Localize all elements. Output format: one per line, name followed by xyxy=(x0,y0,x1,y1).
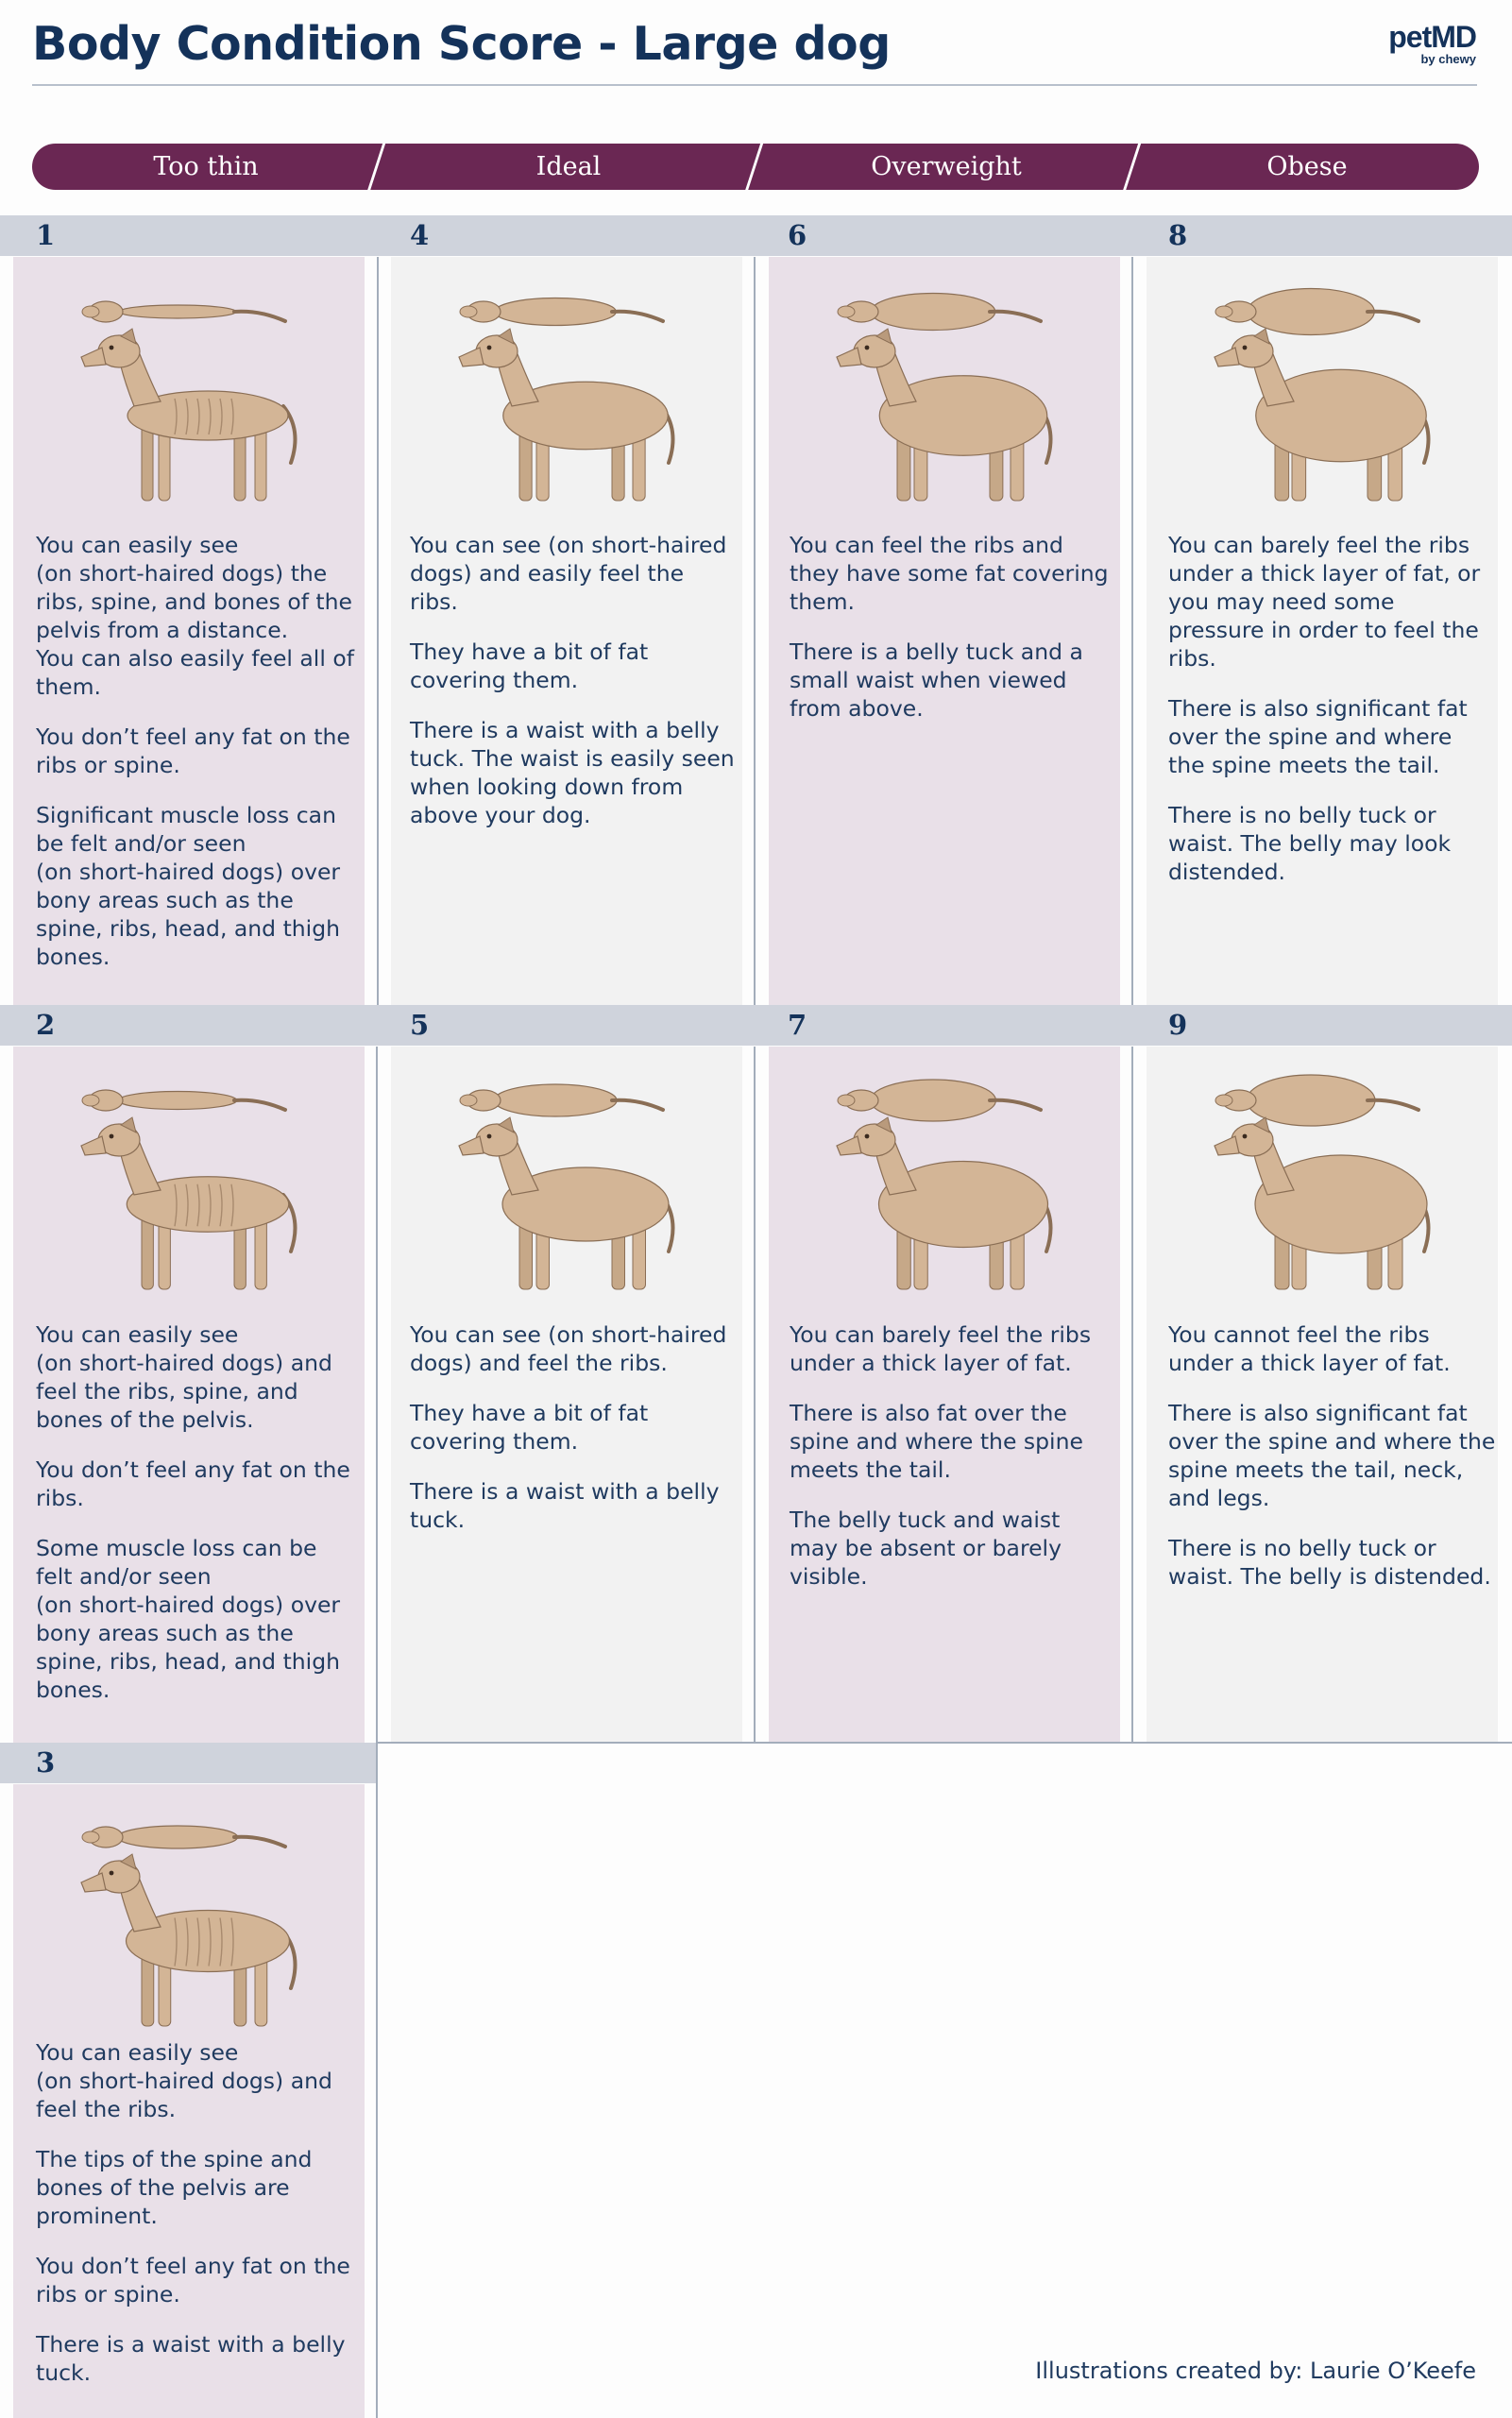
row-header-strip xyxy=(0,1005,1512,1046)
dog-side-view xyxy=(837,329,1051,501)
score-description xyxy=(790,531,1113,744)
dog-side-view xyxy=(81,329,296,501)
score-number: 4 xyxy=(410,219,430,251)
score-description xyxy=(36,2038,357,2409)
dog-illustration xyxy=(1199,274,1454,510)
dog-side-view xyxy=(81,1854,296,2026)
column-divider xyxy=(377,257,379,1005)
dog-side-view xyxy=(1215,1117,1429,1289)
score-description xyxy=(36,1320,357,1726)
illustration-credit: Illustrations created by: Laurie O’Keefe xyxy=(1035,2358,1476,2384)
score-number: 7 xyxy=(788,1009,807,1041)
score-number: 8 xyxy=(1168,219,1188,251)
description-paragraph: You can see (on short-haired dogs) and easily feel the ribs. xyxy=(410,532,727,615)
category-obese: Obese xyxy=(1266,152,1348,181)
score-description xyxy=(1168,531,1494,908)
dog-illustration xyxy=(66,274,321,510)
score-description xyxy=(410,1320,736,1556)
description-paragraph: You don’t feel any fat on the ribs or spine. xyxy=(36,724,350,778)
description-paragraph: There is a waist with a belly tuck. xyxy=(410,1478,720,1533)
column-divider xyxy=(1131,257,1133,1005)
score-number: 5 xyxy=(410,1009,430,1041)
description-paragraph: They have a bit of fat covering them. xyxy=(410,1400,649,1455)
description-paragraph: You don’t feel any fat on the ribs. xyxy=(36,1456,350,1511)
description-paragraph: You can barely feel the ribs under a thick layer of fat. xyxy=(790,1321,1092,1376)
description-paragraph: You cannot feel the ribs under a thick layer of fat. xyxy=(1168,1321,1451,1376)
column-divider xyxy=(754,257,756,1005)
petmd-logo xyxy=(1388,21,1476,66)
score-number: 2 xyxy=(36,1009,56,1041)
dog-top-view xyxy=(82,1090,285,1111)
brand-byline: by chewy xyxy=(1420,52,1476,66)
description-paragraph: They have a bit of fat covering them. xyxy=(410,639,649,693)
dog-illustration xyxy=(1199,1063,1454,1299)
description-paragraph: You can barely feel the ribs under a thick layer of fat, or you may need some pressure in order to feel the ribs. xyxy=(1168,532,1481,672)
description-paragraph: You can easily see (on short-haired dogs) and feel the ribs, spine, and bones of the pelvis. xyxy=(36,1321,332,1433)
row-header-strip xyxy=(0,1743,377,1783)
dog-side-view xyxy=(1215,329,1429,501)
description-paragraph: There is also significant fat over the spine and where the spine meets the tail, neck, and legs. xyxy=(1168,1400,1496,1511)
description-paragraph: Some muscle loss can be felt and/or seen (on short-haired dogs) over bony areas such as the spine, ribs, head, and thigh bones. xyxy=(36,1535,341,1703)
dog-top-view xyxy=(1215,1075,1419,1126)
column-divider xyxy=(376,1047,378,2418)
dog-top-view xyxy=(82,301,285,322)
row-header-strip xyxy=(0,215,1512,256)
description-paragraph: You don’t feel any fat on the ribs or spine. xyxy=(36,2253,350,2307)
description-paragraph: There is a waist with a belly tuck. xyxy=(36,2331,346,2386)
grid-bottom-rule xyxy=(377,1742,1512,1744)
description-paragraph: There is also significant fat over the spine and where the spine meets the tail. xyxy=(1168,695,1468,778)
description-paragraph: You can see (on short-haired dogs) and feel the ribs. xyxy=(410,1321,727,1376)
category-overweight: Overweight xyxy=(871,152,1022,181)
dog-top-view xyxy=(82,1826,285,1848)
description-paragraph: You can easily see (on short-haired dogs) the ribs, spine, and bones of the pelvis from a distance. You can also easily feel all of them. xyxy=(36,532,354,700)
score-number: 1 xyxy=(36,219,56,251)
score-number: 9 xyxy=(1168,1009,1188,1041)
description-paragraph: The belly tuck and waist may be absent or barely visible. xyxy=(790,1507,1062,1590)
score-description xyxy=(790,1320,1113,1612)
score-description xyxy=(410,531,736,851)
column-divider xyxy=(1131,1047,1133,1743)
score-description xyxy=(1168,1320,1499,1612)
dog-side-view xyxy=(837,1117,1051,1289)
dog-top-view xyxy=(838,294,1041,331)
dog-top-view xyxy=(460,298,663,326)
description-paragraph: Significant muscle loss can be felt and/or seen (on short-haired dogs) over bony areas such as the spine, ribs, head, and thigh bones. xyxy=(36,802,341,970)
category-bar xyxy=(32,144,1479,190)
dog-side-view xyxy=(459,1117,673,1289)
dog-illustration xyxy=(822,1063,1077,1299)
score-description xyxy=(36,531,357,993)
dog-top-view xyxy=(838,1080,1041,1121)
description-paragraph: You can easily see (on short-haired dogs) and feel the ribs. xyxy=(36,2039,332,2122)
title-rule xyxy=(32,84,1477,86)
dog-side-view xyxy=(81,1117,296,1289)
score-number: 3 xyxy=(36,1746,56,1779)
description-paragraph: There is no belly tuck or waist. The belly may look distended. xyxy=(1168,802,1452,885)
column-divider xyxy=(754,1047,756,1743)
description-paragraph: There is no belly tuck or waist. The belly is distended. xyxy=(1168,1535,1491,1590)
description-paragraph: You can feel the ribs and they have some fat covering them. xyxy=(790,532,1109,615)
description-paragraph: There is a belly tuck and a small waist when viewed from above. xyxy=(790,639,1083,722)
dog-illustration xyxy=(444,1063,699,1299)
category-too-thin: Too thin xyxy=(153,152,259,181)
brand-logo-text: petMD xyxy=(1388,20,1476,54)
score-number: 6 xyxy=(788,219,807,251)
category-ideal: Ideal xyxy=(535,152,602,181)
description-paragraph: The tips of the spine and bones of the pelvis are prominent. xyxy=(36,2146,313,2229)
dog-illustration xyxy=(444,274,699,510)
dog-illustration xyxy=(822,274,1077,510)
page-title: Body Condition Score - Large dog xyxy=(32,17,891,71)
dog-top-view xyxy=(1215,289,1419,335)
description-paragraph: There is a waist with a belly tuck. The waist is easily seen when looking down from above your dog. xyxy=(410,717,735,828)
description-paragraph: There is also fat over the spine and where the spine meets the tail. xyxy=(790,1400,1083,1483)
dog-top-view xyxy=(460,1084,663,1116)
dog-side-view xyxy=(459,329,673,501)
dog-illustration xyxy=(66,1063,321,1299)
dog-illustration xyxy=(66,1799,321,2035)
